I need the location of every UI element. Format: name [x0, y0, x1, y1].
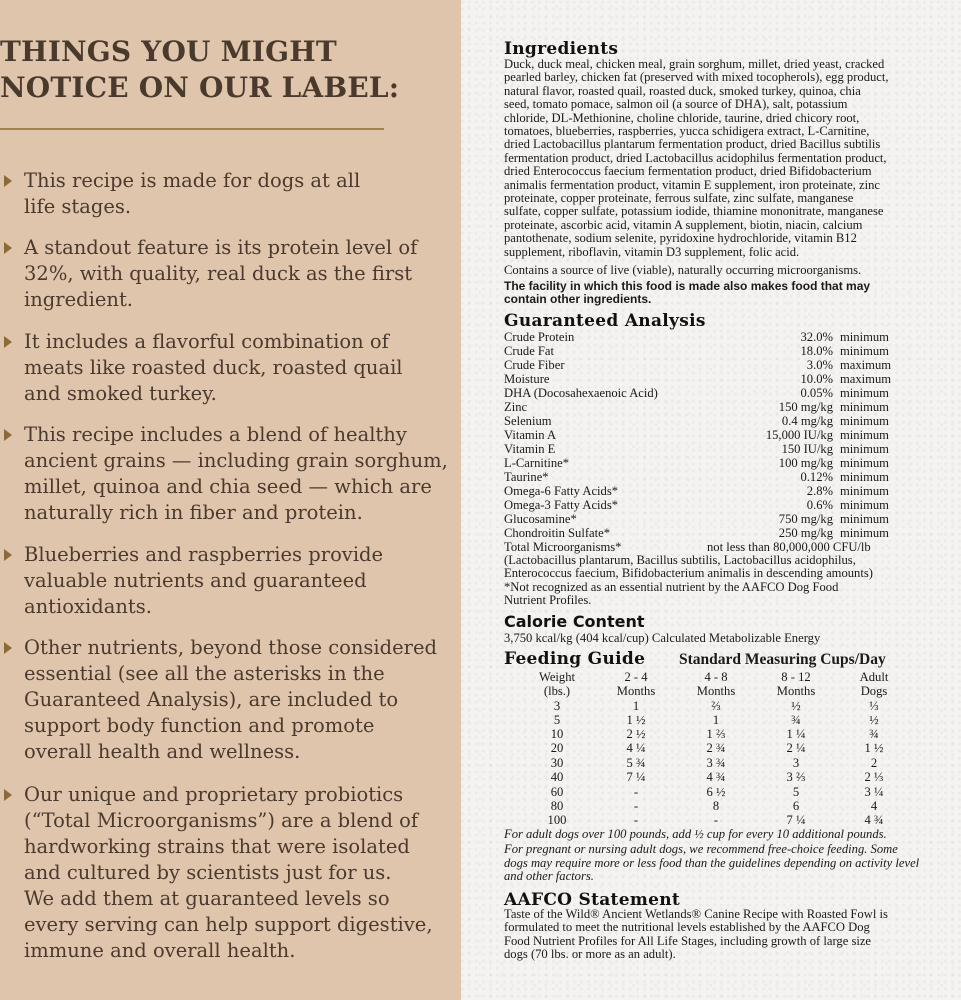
nutrient-basis: minimum — [840, 526, 889, 540]
analysis-row — [504, 456, 904, 470]
column-header: Adult — [859, 670, 889, 684]
bullet-line: millet, quinoa and chia seed — which are — [24, 475, 432, 498]
cell: - — [633, 785, 639, 799]
analysis-row — [504, 484, 904, 498]
cell: 4 ¼ — [626, 741, 646, 755]
nutrient-value: not less than 80,000,000 CFU/lb — [707, 540, 871, 554]
cell: 1 ½ — [864, 741, 884, 755]
analysis-row — [504, 498, 904, 512]
ingredients-line: dried Lactobacillus plantarum fermentation product, dried Bacillus subtilis — [504, 137, 881, 152]
bullet-line: meats like roasted duck, roasted quail — [24, 356, 403, 379]
nutrient-value: 150 IU/kg — [781, 442, 833, 456]
cell: 10 — [550, 727, 564, 741]
note-line: For pregnant or nursing adult dogs, we recommend free-choice feeding. Some — [504, 842, 898, 857]
feeding-row — [504, 756, 914, 771]
nutrient-value: 0.12% — [800, 470, 833, 484]
cell: 2 ¼ — [786, 741, 806, 755]
nutrient-basis: maximum — [840, 358, 892, 372]
nutrient-basis: minimum — [840, 414, 889, 428]
bullet-line: and cultured by scientists just for us. — [24, 861, 392, 884]
feeding-notes — [504, 828, 924, 884]
cell: ¾ — [791, 713, 801, 727]
bullet-line: valuable nutrients and guaranteed — [24, 569, 367, 592]
cell: ½ — [791, 699, 801, 713]
nutrient-name: L-Carnitine* — [504, 456, 570, 470]
bullet-line: Guaranteed Analysis), are included to — [24, 688, 399, 711]
bullet-line: antioxidants. — [24, 595, 152, 618]
column-header: 2 - 4 — [624, 670, 648, 684]
cell: 3 ¾ — [706, 756, 726, 770]
nutrient-name: Chondroitin Sulfate* — [504, 526, 610, 540]
triangle-bullet-icon — [4, 789, 12, 801]
nutrient-value: 0.05% — [800, 386, 833, 400]
cell: - — [633, 813, 639, 827]
aafco-heading: AAFCO Statement — [504, 890, 681, 910]
note-line: Nutrient Profiles. — [504, 593, 592, 608]
bullet-line: support body function and promote — [24, 714, 375, 737]
nutrient-basis: maximum — [840, 372, 892, 386]
left-panel — [0, 0, 461, 1000]
feeding-row — [504, 727, 914, 742]
nutrient-value: 250 mg/kg — [778, 526, 833, 540]
note-line: *Not recognized as an essential nutrient by the AAFCO Dog Food — [504, 579, 839, 594]
feeding-header-row — [504, 684, 914, 699]
cell: 3 — [792, 756, 800, 770]
bullet-line: Blueberries and raspberries provide — [24, 543, 384, 566]
feeding-row — [504, 799, 914, 814]
column-header: Months — [616, 684, 656, 698]
note-line: (Lactobacillus plantarum, Bacillus subtilis, Lactobacillus acidophilus, — [504, 553, 856, 567]
cell: 2 — [870, 756, 878, 770]
bullet-line: 32%, with quality, real duck as the first — [24, 262, 413, 285]
column-header: Months — [696, 684, 736, 698]
bullet-line: essential (see all the asterisks in the — [24, 662, 385, 685]
nutrient-value: 100 mg/kg — [778, 456, 833, 470]
cell: ½ — [869, 713, 879, 727]
column-header: (lbs.) — [543, 684, 571, 698]
cell: 1 ½ — [626, 713, 646, 727]
feeding-row — [504, 713, 914, 728]
bullet-line: hardworking strains that were isolated — [24, 835, 410, 858]
nutrient-name: Vitamin A — [504, 428, 557, 442]
nutrient-name: Omega-6 Fatty Acids* — [504, 484, 619, 498]
cell: 80 — [550, 799, 564, 813]
nutrient-name: Zinc — [504, 400, 528, 414]
feeding-header-row — [504, 670, 914, 685]
statement-line: Food Nutrient Profiles for All Life Stages, including growth of large size — [504, 933, 872, 948]
nutrient-name: Moisture — [504, 372, 550, 386]
calorie-text: 3,750 kcal/kg (404 kcal/cup) Calculated Metabolizable Energy — [504, 631, 821, 645]
feeding-row — [504, 741, 914, 756]
bullet-line: overall health and wellness. — [24, 740, 301, 763]
note-line: Enterococcus faecium, Bifidobacterium animalis in descending amounts) — [504, 566, 873, 581]
cell: ¾ — [869, 727, 879, 741]
nutrient-basis: minimum — [840, 498, 889, 512]
note-line: For adult dogs over 100 pounds, add ½ cup for every 10 additional pounds. — [504, 827, 887, 841]
analysis-row — [504, 330, 904, 344]
ingredients-line: tomatoes, blueberries, raspberries, yucca schidigera extract, L-Carnitine, — [504, 124, 870, 139]
nutrient-value: 15,000 IU/kg — [765, 428, 833, 442]
bullet-line: This recipe is made for dogs at all — [24, 169, 361, 192]
facility-warning — [504, 280, 924, 307]
bullet-line: A standout feature is its protein level of — [24, 236, 418, 259]
bullet-line: ingredient. — [24, 288, 133, 311]
cell: 3 ⅔ — [786, 770, 806, 784]
ingredients-line: proteinate, copper proteinate, ferrous sulfate, zinc sulfate, manganese — [504, 191, 854, 206]
nutrient-name: Crude Protein — [504, 330, 575, 344]
nutrient-value: 2.8% — [806, 484, 833, 498]
cell: 8 — [712, 799, 720, 813]
cell: 2 ⅓ — [864, 770, 884, 784]
column-header: Weight — [538, 670, 576, 684]
bullet-line: naturally rich in fiber and protein. — [24, 501, 363, 524]
nutrient-value: 10.0% — [800, 372, 833, 386]
nutrient-name: Glucosamine* — [504, 512, 577, 526]
cell: 60 — [550, 785, 564, 799]
analysis-row — [504, 414, 904, 428]
ingredients-line: natural flavor, roasted quail, roasted duck, smoked turkey, quinoa, chia — [504, 83, 861, 98]
ingredients-line: seed, tomato pomace, salmon oil (a source of DHA), salt, potassium — [504, 97, 848, 112]
ingredients-list — [504, 58, 914, 259]
ingredients-line: pearled barley, chicken fat (preserved with mixed tocopherols), egg product, — [504, 70, 889, 85]
bullet-line: every serving can help support digestive, — [24, 913, 433, 936]
facility-line: contain other ingredients. — [504, 292, 652, 307]
title-line: NOTICE ON OUR LABEL: — [0, 71, 400, 104]
triangle-bullet-icon — [4, 336, 12, 348]
feeding-row — [504, 785, 914, 800]
ingredients-line: proteinate, ascorbic acid, vitamin A supplement, biotin, niacin, calcium — [504, 217, 863, 232]
cell: 2 ¾ — [706, 741, 726, 755]
cell: 1 ¼ — [786, 727, 806, 741]
column-header: Dogs — [860, 684, 888, 698]
title-line: THINGS YOU MIGHT — [0, 35, 337, 68]
nutrient-name: Crude Fat — [504, 344, 555, 358]
cell: - — [633, 799, 639, 813]
aafco-statement — [504, 908, 924, 962]
feeding-row — [504, 770, 914, 785]
nutrient-value: 0.4 mg/kg — [781, 414, 833, 428]
triangle-bullet-icon — [4, 549, 12, 561]
cell: 30 — [550, 756, 564, 770]
nutrient-name: DHA (Docosahexaenoic Acid) — [504, 386, 658, 400]
nutrient-basis: minimum — [840, 512, 889, 526]
nutrient-value: 32.0% — [800, 330, 833, 344]
nutrient-basis: minimum — [840, 456, 889, 470]
cell: ⅔ — [711, 699, 721, 713]
cell: ⅓ — [869, 699, 879, 713]
triangle-bullet-icon — [4, 175, 12, 187]
feeding-row — [504, 699, 914, 714]
column-header: Months — [776, 684, 816, 698]
column-header: 8 - 12 — [781, 670, 811, 684]
analysis-row — [504, 386, 904, 400]
feeding-subheading: Standard Measuring Cups/Day — [679, 651, 886, 668]
bullet-line: and smoked turkey. — [24, 382, 217, 405]
bullet-line: Other nutrients, beyond those considered — [24, 636, 438, 659]
cell: - — [713, 813, 719, 827]
facility-line: The facility in which this food is made also makes food that may — [504, 279, 871, 293]
analysis-row — [504, 400, 904, 414]
statement-line: dogs (70 lbs. or more as an adult). — [504, 947, 676, 962]
bullet-line: life stages. — [24, 195, 132, 218]
label-notes-title — [0, 34, 440, 106]
microorganism-notes — [504, 554, 924, 608]
ingredients-line: supplement, riboflavin, vitamin D3 supplement, folic acid. — [504, 244, 800, 259]
cell: 7 ¼ — [786, 813, 806, 827]
bullet-line: This recipe includes a blend of healthy — [24, 423, 407, 446]
cell: 5 — [553, 713, 561, 727]
feeding-row — [504, 813, 914, 828]
cell: 40 — [550, 770, 564, 784]
nutrient-basis: minimum — [840, 470, 889, 484]
cell: 3 ¼ — [864, 785, 884, 799]
nutrient-name: Vitamin E — [504, 442, 556, 456]
cell: 6 ½ — [706, 785, 726, 799]
cell: 4 ¾ — [706, 770, 726, 784]
cell: 20 — [550, 741, 564, 755]
ingredients-line: dried Enterococcus faecium fermentation product, dried Bifidobacterium — [504, 164, 872, 179]
calorie-heading: Calorie Content — [504, 612, 645, 631]
analysis-row — [504, 470, 904, 484]
bullet-line: ancient grains — including grain sorghum, — [24, 449, 448, 472]
bullet-line: We add them at guaranteed levels so — [24, 887, 390, 910]
nutrient-basis: minimum — [840, 484, 889, 498]
analysis-row — [504, 442, 904, 456]
cell: 6 — [792, 799, 800, 813]
cell: 1 ⅔ — [706, 727, 726, 741]
ingredients-heading: Ingredients — [504, 39, 619, 59]
nutrient-value: 18.0% — [800, 344, 833, 358]
cell: 100 — [547, 813, 567, 827]
ingredients-line: pantothenate, sodium selenite, pyridoxine hydrochloride, vitamin B12 — [504, 231, 857, 246]
statement-line: Taste of the Wild® Ancient Wetlands® Canine Recipe with Roasted Fowl is — [504, 907, 888, 921]
nutrient-basis: minimum — [840, 386, 889, 400]
nutrient-basis: minimum — [840, 428, 889, 442]
note-line: dogs may require more or less food than the guidelines depending on activity level — [504, 855, 920, 870]
nutrient-value: 0.6% — [806, 498, 833, 512]
ingredients-line: animalis fermentation product, vitamin E supplement, iron proteinate, zinc — [504, 177, 880, 192]
bullet-line: (“Total Microorganisms”) are a blend of — [24, 809, 419, 832]
analysis-row — [504, 526, 904, 540]
analysis-row — [504, 344, 904, 358]
analysis-row — [504, 372, 904, 386]
triangle-bullet-icon — [4, 429, 12, 441]
analysis-row-microorganisms — [504, 540, 904, 554]
guaranteed-analysis-heading: Guaranteed Analysis — [504, 311, 706, 331]
nutrient-basis: minimum — [840, 400, 889, 414]
cell: 1 — [712, 713, 720, 727]
cell: 1 — [632, 699, 640, 713]
analysis-row — [504, 358, 904, 372]
triangle-bullet-icon — [4, 642, 12, 654]
nutrient-value: 750 mg/kg — [778, 512, 833, 526]
nutrient-name: Taurine* — [504, 470, 549, 484]
cell: 2 ½ — [626, 727, 646, 741]
analysis-row — [504, 428, 904, 442]
cell: 7 ¼ — [626, 770, 646, 784]
ingredients-line: chloride, DL-Methionine, choline chloride, taurine, dried chicory root, — [504, 110, 860, 125]
feeding-guide-heading: Feeding Guide — [504, 649, 646, 669]
title-divider — [0, 128, 384, 130]
bullet-line: immune and overall health. — [24, 939, 296, 962]
bullet-line: Our unique and proprietary probiotics — [24, 783, 404, 806]
cell: 5 — [792, 785, 800, 799]
cell: 4 ¾ — [864, 813, 884, 827]
statement-line: formulated to meet the nutritional levels established by the AAFCO Dog — [504, 920, 870, 935]
probiotic-note: Contains a source of live (viable), naturally occurring microorganisms. — [504, 263, 862, 277]
nutrient-name: Selenium — [504, 414, 552, 428]
nutrient-value: 3.0% — [806, 358, 833, 372]
ingredients-line: fermentation product, dried Lactobacillus acidophilus fermentation product, — [504, 150, 887, 165]
cell: 4 — [870, 799, 878, 813]
ingredients-line: sulfate, copper sulfate, potassium iodide, thiamine mononitrate, manganese — [504, 204, 884, 219]
column-header: 4 - 8 — [704, 670, 728, 684]
nutrient-basis: minimum — [840, 330, 889, 344]
cell: 3 — [553, 699, 561, 713]
nutrient-name: Total Microorganisms* — [504, 540, 622, 554]
nutrient-name: Crude Fiber — [504, 358, 565, 372]
nutrient-basis: minimum — [840, 442, 889, 456]
cell: 5 ¾ — [626, 756, 646, 770]
ingredients-line: Duck, duck meal, chicken meal, grain sorghum, millet, dried yeast, cracked — [504, 57, 885, 71]
nutrient-name: Omega-3 Fatty Acids* — [504, 498, 619, 512]
nutrient-basis: minimum — [840, 344, 889, 358]
bullet-line: It includes a flavorful combination of — [24, 330, 389, 353]
analysis-row — [504, 512, 904, 526]
note-line: and other factors. — [504, 869, 594, 884]
triangle-bullet-icon — [4, 242, 12, 254]
nutrient-value: 150 mg/kg — [778, 400, 833, 414]
